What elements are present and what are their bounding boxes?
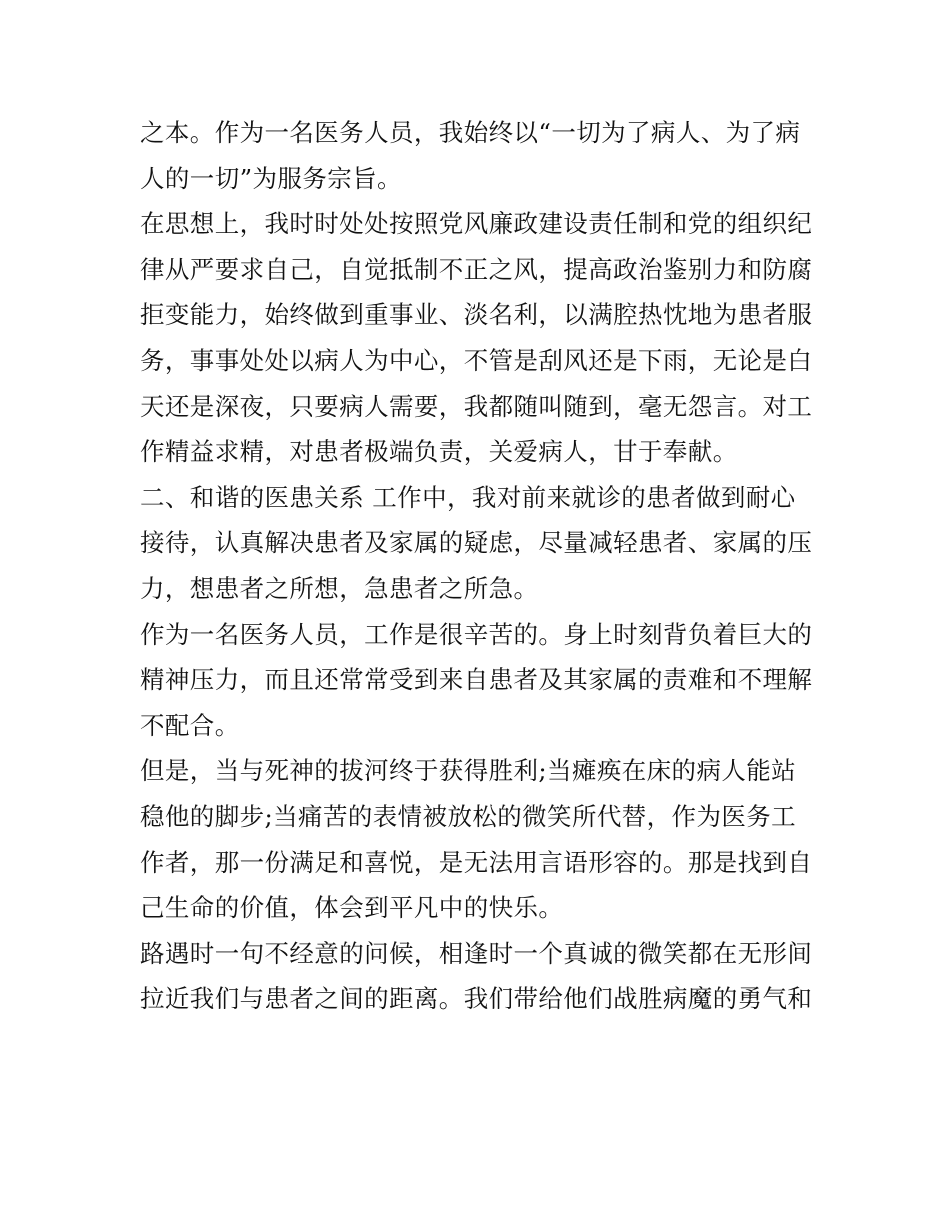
- paragraph-3: 二、和谐的医患关系 工作中，我对前来就诊的患者做到耐心接待，认真解决患者及家属的疑虑，尽量减轻患者、家属的压力，想患者之所想，急患者之所急。: [140, 482, 813, 603]
- document-body: [140, 110, 820, 1022]
- paragraph-6: 路遇时一句不经意的问候，相逢时一个真诚的微笑都在无形间拉近我们与患者之间的距离。我们带给他们战胜病魔的勇气和: [140, 938, 813, 1014]
- paragraph-2: 在思想上，我时时处处按照党风廉政建设责任制和党的组织纪律从严要求自己，自觉抵制不正之风，提高政治鉴别力和防腐拒变能力，始终做到重事业、淡名利，以满腔热忱地为患者服务，事事处处以病人为中心，不管是刮风还是下雨，无论是白天还是深夜，只要病人需要，我都随叫随到，毫无怨言。对工作精益求精，对患者极端负责，关爱病人，甘于奉献。: [140, 209, 813, 467]
- paragraph-4: 作为一名医务人员，工作是很辛苦的。身上时刻背负着巨大的精神压力，而且还常常受到来自患者及其家属的责难和不理解不配合。: [140, 619, 813, 740]
- paragraph-1: 之本。作为一名医务人员，我始终以“一切为了病人、为了病人的一切”为服务宗旨。: [140, 118, 801, 193]
- paragraph-5: 但是，当与死神的拔河终于获得胜利;当瘫痪在床的病人能站稳他的脚步;当痛苦的表情被放松的微笑所代替，作为医务工作者，那一份满足和喜悦，是无法用言语形容的。那是找到自己生命的价值，体会到平凡中的快乐。: [140, 756, 813, 923]
